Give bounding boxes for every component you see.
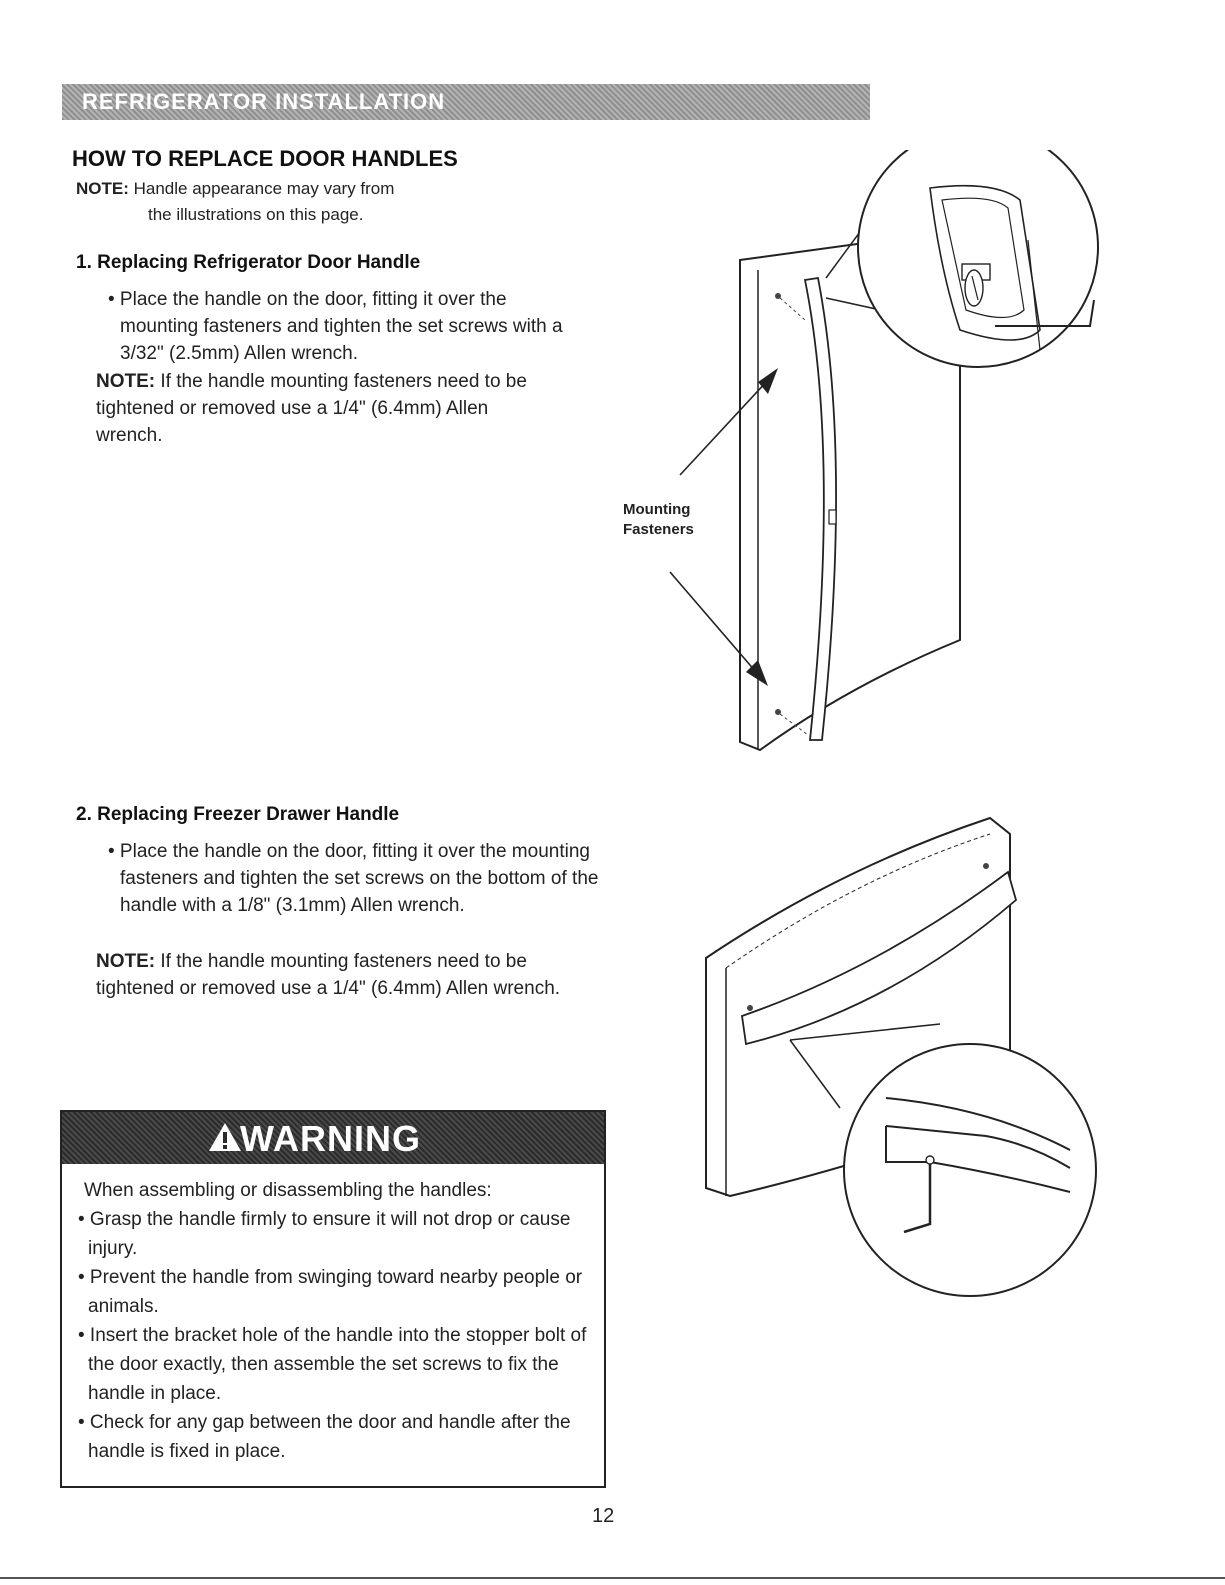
bottom-rule <box>0 1577 1225 1579</box>
note-line-2: the illustrations on this page. <box>148 205 364 224</box>
section-1-note-label: NOTE: <box>96 371 156 392</box>
warning-intro: When assembling or disassembling the handles: <box>84 1180 492 1201</box>
freezer-drawer-figure <box>690 808 1110 1308</box>
label-line-2: Fasteners <box>623 521 694 538</box>
warning-triangle-icon <box>208 1121 242 1153</box>
warning-box <box>60 1110 606 1488</box>
section-1-note-text: If the handle mounting fasteners need to be tightened or removed use a 1/4" (6.4mm) Allen wrench. <box>96 371 527 446</box>
section-1-bullet <box>108 286 568 367</box>
section-2-note <box>96 948 606 1002</box>
warning-item: • Prevent the handle from swinging toward nearby people or animals. <box>78 1267 583 1317</box>
note-label: NOTE: <box>76 179 129 198</box>
section-banner <box>62 84 870 120</box>
section-2-note-text: If the handle mounting fasteners need to be tightened or removed use a 1/4" (6.4mm) Allen wrench. <box>96 951 561 999</box>
refrigerator-door-figure <box>600 150 1130 770</box>
banner-text: REFRIGERATOR INSTALLATION <box>82 89 446 114</box>
note-line-1: Handle appearance may vary from <box>133 179 395 198</box>
section-1-bullet-text: • Place the handle on the door, fitting it over the mounting fasteners and tighten the set screws with a 3/32" (2.5mm) Allen wrench. <box>108 289 563 364</box>
label-line-1: Mounting <box>623 501 691 518</box>
warning-heading: WARNING <box>240 1118 421 1159</box>
warning-header <box>62 1112 604 1164</box>
section-2-note-label: NOTE: <box>96 951 156 972</box>
appearance-note <box>76 176 516 228</box>
section-1-note <box>96 368 556 449</box>
section-2-bullet-text: • Place the handle on the door, fitting it over the mounting fasteners and tighten the set screws on the bottom of the handle with a 1/8" (3.1mm) Allen wrench. <box>108 841 599 916</box>
section-1-title: 1. Replacing Refrigerator Door Handle <box>76 252 421 273</box>
warning-item: • Check for any gap between the door and handle after the handle is fixed in place. <box>78 1412 571 1462</box>
section-2-bullet <box>108 838 630 919</box>
mounting-fasteners-label <box>623 500 694 540</box>
page-title: HOW TO REPLACE DOOR HANDLES <box>72 146 458 171</box>
page-number: 12 <box>592 1505 615 1527</box>
section-2-title: 2. Replacing Freezer Drawer Handle <box>76 804 400 825</box>
warning-list <box>76 1176 600 1466</box>
warning-item: • Insert the bracket hole of the handle into the stopper bolt of the door exactly, then assemble the set screws to fix the handle in place. <box>78 1325 587 1404</box>
warning-item: • Grasp the handle firmly to ensure it will not drop or cause injury. <box>78 1209 571 1259</box>
